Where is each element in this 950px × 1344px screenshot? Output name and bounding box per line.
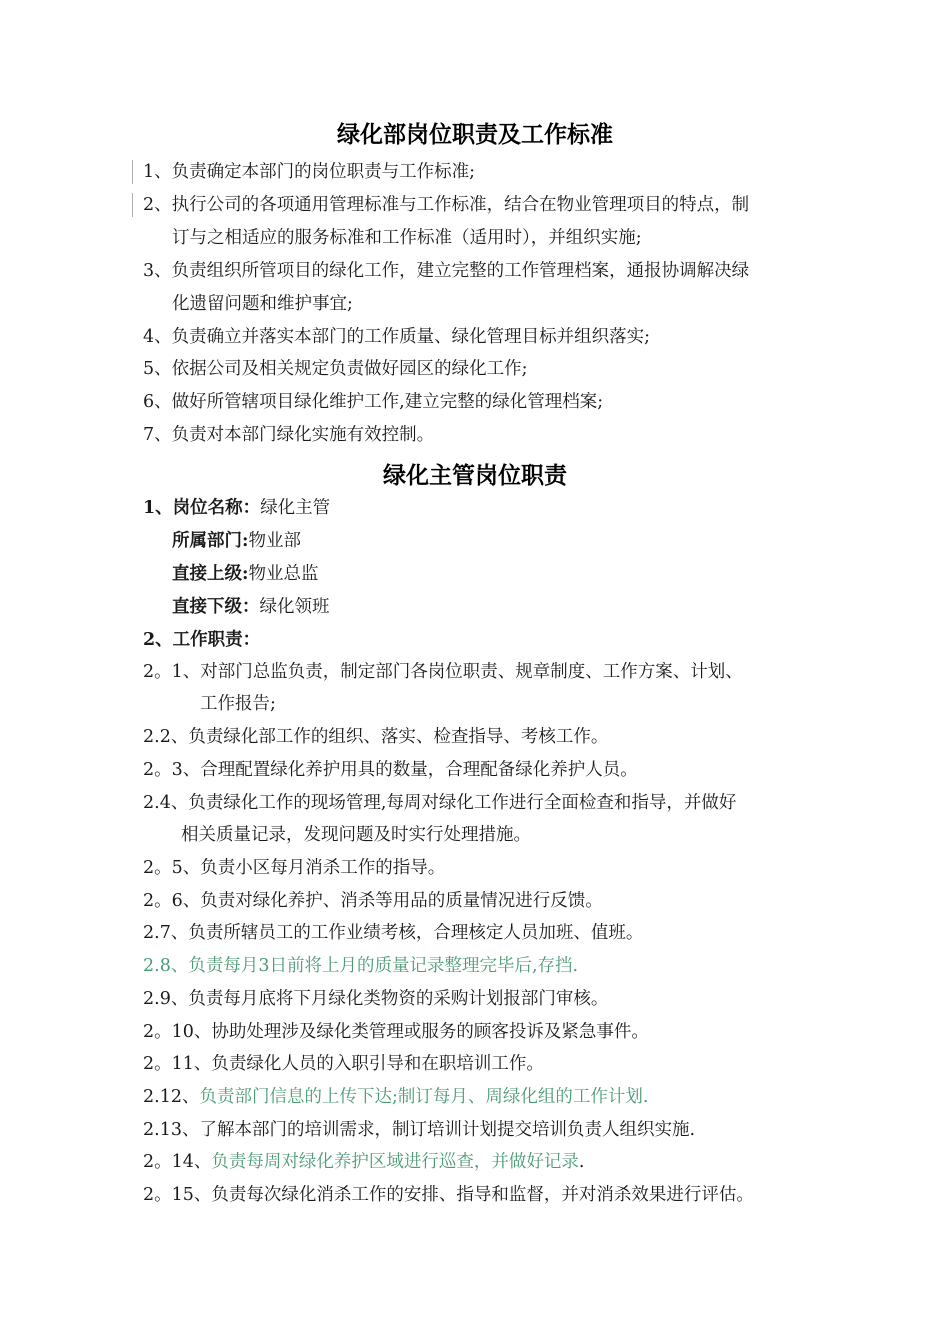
duty-item: 2。6、负责对绿化养护、消杀等用品的质量情况进行反馈。 <box>143 891 603 911</box>
duty-item: 2.7、负责所辖员工的工作业绩考核，合理核定人员加班、值班。 <box>143 923 644 943</box>
duty-item: 2。10、协助处理涉及绿化类管理或服务的顾客投诉及紧急事件。 <box>143 1022 649 1042</box>
margin-change-bar <box>132 193 133 217</box>
duty-text-highlight: 负责部门信息的上传下达;制订每月、周绿化组的工作计划. <box>199 1087 649 1107</box>
duty-item: 2。1、对部门总监负责，制定部门各岗位职责、规章制度、工作方案、计划、 <box>143 662 743 682</box>
info-value: 绿化主管 <box>260 498 331 518</box>
list-item: 6、做好所管辖项目绿化维护工作,建立完整的绿化管理档案; <box>143 392 604 412</box>
info-value: 物业总监 <box>248 564 319 584</box>
duty-item <box>143 1086 648 1108</box>
duty-text-suffix: . <box>578 1152 585 1172</box>
info-label: 直接下级： <box>172 597 260 617</box>
margin-change-bar <box>132 160 133 184</box>
info-label: 所属部门: <box>172 531 249 551</box>
section2-title: 绿化主管岗位职责 <box>383 463 567 489</box>
duty-number: 2。14、 <box>143 1152 212 1172</box>
info-superior <box>172 563 318 585</box>
list-item: 2、执行公司的各项通用管理标准与工作标准，结合在物业管理项目的特点，制 <box>143 195 750 215</box>
section1-title: 绿化部岗位职责及工作标准 <box>337 122 613 148</box>
duty-item: 2。15、负责每次绿化消杀工作的安排、指导和监督，并对消杀效果进行评估。 <box>143 1185 754 1205</box>
duty-item <box>143 1151 584 1173</box>
duty-item: 2.9、负责每月底将下月绿化类物资的采购计划报部门审核。 <box>143 989 609 1009</box>
info-subordinate <box>172 596 330 618</box>
info-position-name <box>143 497 330 519</box>
duty-item: 2.13、了解本部门的培训需求，制订培训计划提交培训负责人组织实施. <box>143 1120 696 1140</box>
duty-item: 2.4、负责绿化工作的现场管理,每周对绿化工作进行全面检查和指导，并做好 <box>143 793 737 813</box>
info-value: 物业部 <box>248 531 301 551</box>
duty-number: 2.12、 <box>143 1087 200 1107</box>
duty-item: 2.2、负责绿化部工作的组织、落实、检查指导、考核工作。 <box>143 727 609 747</box>
info-value: 绿化领班 <box>259 597 330 617</box>
info-label: 直接上级: <box>172 564 249 584</box>
list-item: 3、负责组织所管项目的绿化工作，建立完整的工作管理档案，通报协调解决绿 <box>143 261 750 281</box>
info-department <box>172 530 301 552</box>
duty-item: 2。5、负责小区每月消杀工作的指导。 <box>143 858 446 878</box>
duty-number: 2.8、 <box>143 956 189 976</box>
list-item: 1、负责确定本部门的岗位职责与工作标准; <box>143 162 476 182</box>
duty-text-highlight: 负责每月3日前将上月的质量记录整理完毕后,存挡. <box>188 956 579 976</box>
list-item: 7、负责对本部门绿化实施有效控制。 <box>143 425 435 445</box>
list-item: 4、负责确立并落实本部门的工作质量、绿化管理目标并组织落实; <box>143 327 651 347</box>
list-item: 5、依据公司及相关规定负责做好园区的绿化工作; <box>143 359 528 379</box>
duty-text-highlight: 负责每周对绿化养护区域进行巡查，并做好记录 <box>211 1152 579 1172</box>
duties-heading: 2、工作职责： <box>143 630 261 650</box>
duty-item-continuation: 相关质量记录，发现问题及时实行处理措施。 <box>181 825 531 845</box>
duty-item <box>143 955 578 977</box>
duty-item: 2。11、负责绿化人员的入职引导和在职培训工作。 <box>143 1054 544 1074</box>
duty-item: 2。3、合理配置绿化养护用具的数量，合理配备绿化养护人员。 <box>143 760 638 780</box>
list-item-continuation: 化遗留问题和维护事宜; <box>172 294 353 314</box>
list-item-continuation: 订与之相适应的服务标准和工作标准（适用时），并组织实施; <box>172 228 642 248</box>
duty-item-continuation: 工作报告; <box>200 694 276 714</box>
info-label: 1、岗位名称： <box>143 498 261 518</box>
